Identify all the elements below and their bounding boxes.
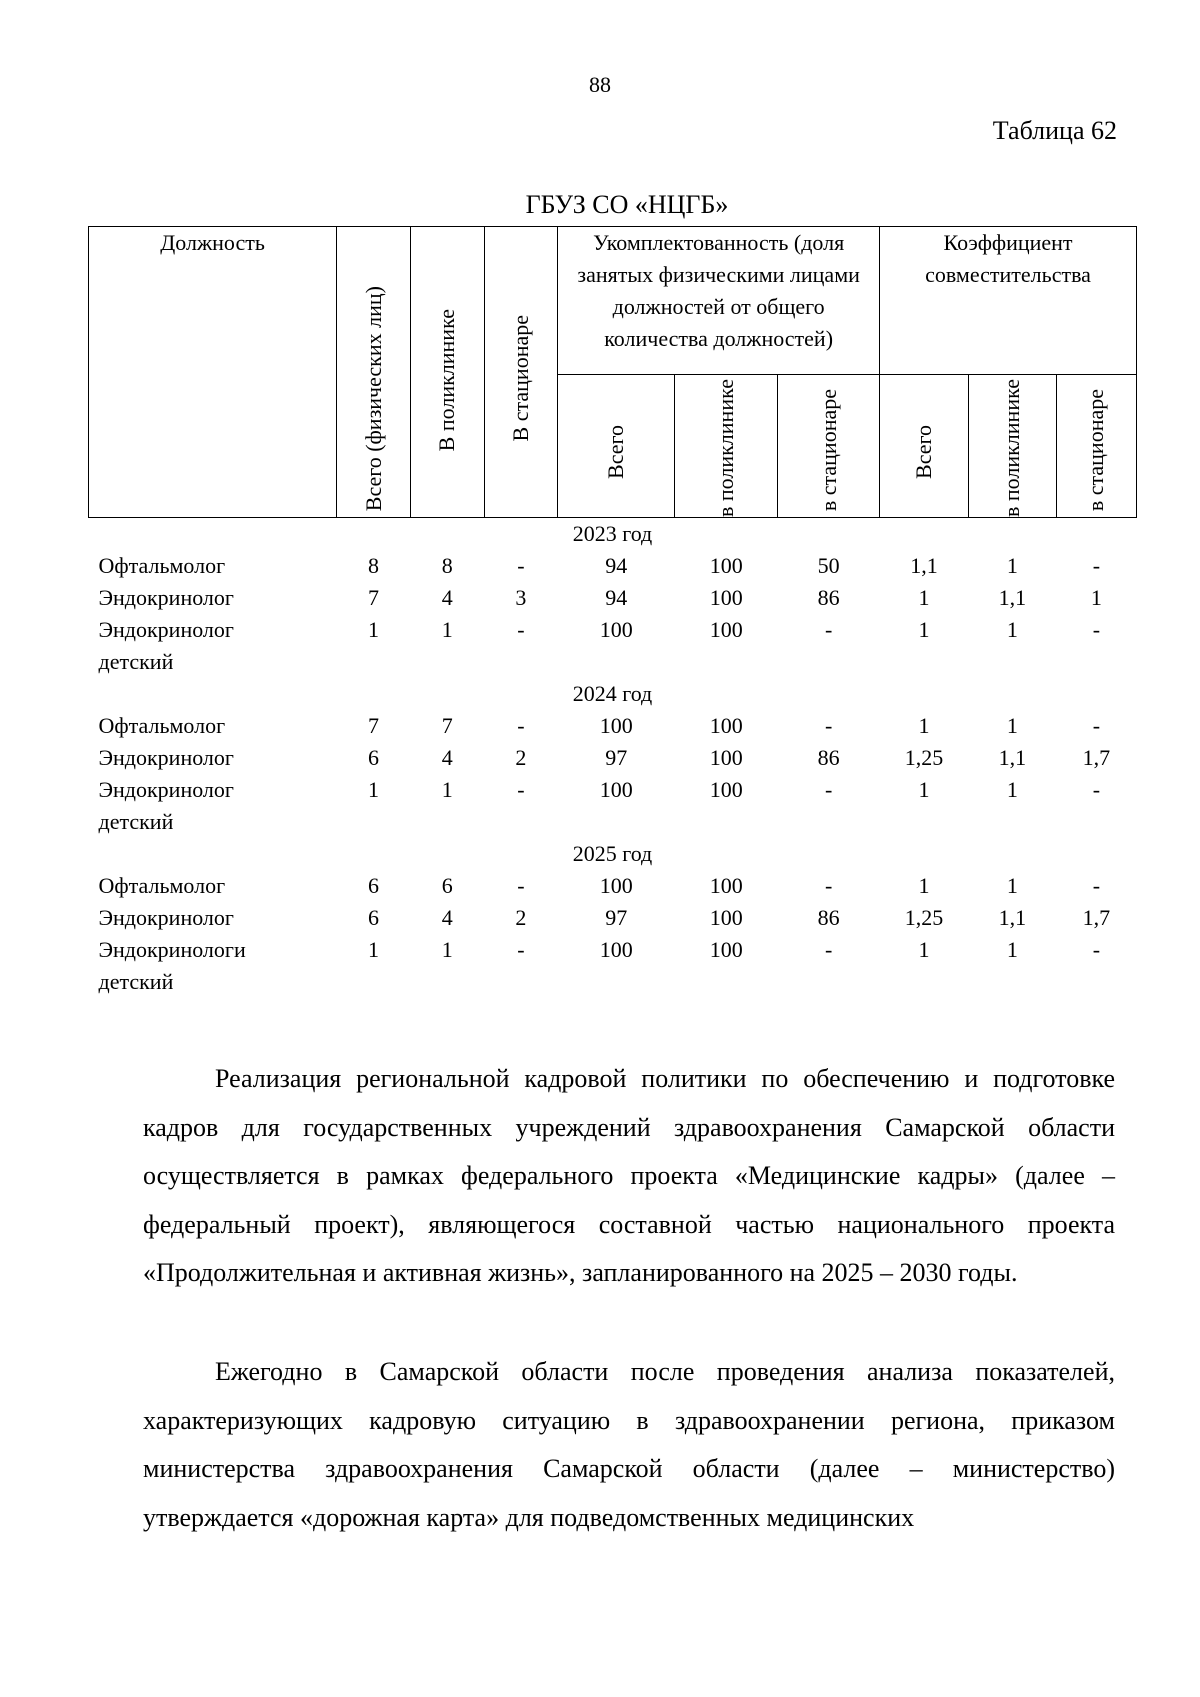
cell-coef-total: 1: [918, 617, 930, 642]
table-row: [89, 710, 1137, 742]
position-name-cont: детский: [98, 969, 174, 994]
header-staffing-hospital-label: в стационаре: [815, 388, 841, 511]
cell-position: [89, 742, 337, 774]
cell-coef-polyclinic: 1: [1006, 937, 1018, 962]
position-name-cont: детский: [98, 649, 174, 674]
position-name: Офтальмолог: [98, 713, 226, 738]
cell-coef-total: 1: [918, 873, 930, 898]
paragraph-1: Реализация региональной кадровой политики по обеспечению и подготовке кадров для государственных учреждений здравоохранения Самарской области осуществляется в рамках федерального проекта «Медицинские кадры» (далее – федеральный проект), являющегося составной частью национального проекта «Продолжительная и активная жизнь», запланированного на 2025 – 2030 годы.: [143, 1064, 1115, 1287]
cell-staffing-total: 97: [605, 905, 628, 930]
cell-position: [89, 902, 337, 934]
header-coef-group: Коэффициент совместительства: [880, 227, 1137, 375]
cell-coef-polyclinic: 1,1: [998, 585, 1027, 610]
header-total-label: Всего (физических лиц): [360, 285, 386, 511]
cell-coef-polyclinic: 1: [1006, 713, 1018, 738]
cell-hospital: -: [517, 873, 525, 898]
cell-position: [89, 582, 337, 614]
cell-coef-polyclinic: 1: [1006, 553, 1018, 578]
cell-coef-total: 1: [918, 937, 930, 962]
cell-total: 1: [368, 777, 379, 802]
header-staffing-polyclinic-label: в поликлинике: [713, 378, 739, 517]
table-row: [89, 582, 1137, 614]
cell-coef-hospital: -: [1092, 937, 1101, 962]
header-staffing-total-label: Всего: [603, 425, 629, 479]
position-name: Эндокринолог: [98, 745, 234, 770]
header-hospital: [484, 227, 558, 518]
header-polyclinic-label: В поликлинике: [434, 308, 460, 451]
cell-staffing-polyclinic: 100: [709, 873, 743, 898]
position-name: Офтальмолог: [98, 553, 226, 578]
cell-position: [89, 870, 337, 902]
cell-staffing-hospital: -: [824, 777, 833, 802]
cell-coef-polyclinic: 1: [1006, 873, 1018, 898]
cell-staffing-total: 100: [599, 937, 633, 962]
header-position: Должность: [89, 227, 337, 518]
cell-coef-hospital: -: [1092, 553, 1101, 578]
page-number: 88: [589, 72, 611, 97]
cell-staffing-total: 100: [599, 873, 633, 898]
header-coef-total-label: Всего: [911, 425, 936, 479]
year-row: [89, 518, 1137, 551]
cell-staffing-hospital: -: [824, 617, 833, 642]
cell-total: 6: [368, 873, 379, 898]
cell-polyclinic: 7: [441, 713, 453, 738]
cell-position: [89, 550, 337, 582]
header-staffing-hospital: [778, 375, 880, 518]
cell-polyclinic: 4: [441, 585, 453, 610]
cell-staffing-hospital: 50: [817, 553, 840, 578]
cell-polyclinic: 1: [441, 777, 453, 802]
year-label: 2024 год: [572, 681, 653, 706]
cell-hospital: 2: [515, 905, 527, 930]
cell-hospital: 2: [515, 745, 527, 770]
cell-coef-polyclinic: 1,1: [998, 905, 1027, 930]
cell-staffing-hospital: -: [824, 713, 833, 738]
header-staffing-total: [558, 375, 675, 518]
cell-staffing-polyclinic: 100: [709, 905, 743, 930]
cell-polyclinic: 1: [441, 937, 453, 962]
header-coef-hospital-label: в стационаре: [1083, 388, 1109, 511]
year-label: 2023 год: [572, 521, 653, 546]
header-hospital-label: В стационаре: [507, 314, 533, 441]
table-row: [89, 902, 1137, 934]
cell-staffing-polyclinic: 100: [709, 553, 743, 578]
cell-staffing-total: 100: [599, 777, 633, 802]
table-row: [89, 774, 1137, 838]
position-name-cont: детский: [98, 809, 174, 834]
table-row: [89, 550, 1137, 582]
position-name: Эндокринолог: [98, 617, 234, 642]
cell-hospital: -: [517, 617, 525, 642]
cell-staffing-hospital: 86: [817, 585, 840, 610]
cell-staffing-hospital: 86: [817, 905, 840, 930]
header-coef-polyclinic: [968, 375, 1056, 518]
cell-staffing-polyclinic: 100: [709, 777, 743, 802]
header-staffing-group: Укомплектованность (доля занятых физическими лицами должностей от общего количества должностей): [558, 227, 880, 375]
position-name: Эндокринолог: [98, 585, 234, 610]
table-row: [89, 870, 1137, 902]
header-coef-polyclinic-label: в поликлинике: [999, 378, 1025, 517]
cell-staffing-polyclinic: 100: [709, 713, 743, 738]
year-label: 2025 год: [572, 841, 653, 866]
header-coef-total: [880, 375, 969, 518]
table-header: [89, 227, 1137, 518]
cell-coef-total: 1: [918, 713, 930, 738]
header-total: [337, 227, 411, 518]
cell-staffing-total: 100: [599, 617, 633, 642]
year-row: [89, 838, 1137, 870]
cell-staffing-total: 100: [599, 713, 633, 738]
cell-coef-total: 1,25: [904, 745, 944, 770]
cell-coef-polyclinic: 1: [1006, 777, 1018, 802]
header-coef-hospital: [1056, 375, 1136, 518]
table-label: Таблица 62: [992, 116, 1117, 145]
cell-total: 8: [368, 553, 379, 578]
position-name: Эндокринолог: [98, 905, 234, 930]
cell-position: [89, 934, 337, 998]
cell-total: 1: [368, 617, 379, 642]
cell-coef-total: 1,1: [910, 553, 938, 578]
cell-coef-hospital: 1,7: [1082, 905, 1111, 930]
cell-staffing-hospital: -: [824, 873, 833, 898]
paragraph-2: Ежегодно в Самарской области после проведения анализа показателей, характеризующих кадровую ситуацию в здравоохранении региона, приказом министерства здравоохранения Самарской области (далее – министерство) утверждается «дорожная карта» для подведомственных медицинских: [143, 1357, 1115, 1532]
cell-total: 7: [368, 585, 379, 610]
cell-coef-hospital: -: [1092, 617, 1101, 642]
table-row: [89, 614, 1137, 678]
staffing-table: [88, 226, 1137, 998]
cell-hospital: -: [517, 777, 525, 802]
cell-staffing-hospital: -: [824, 937, 833, 962]
position-name: Офтальмолог: [98, 873, 226, 898]
cell-staffing-total: 94: [605, 553, 628, 578]
cell-total: 7: [368, 713, 379, 738]
cell-total: 6: [368, 745, 379, 770]
header-polyclinic: [410, 227, 484, 518]
cell-coef-hospital: -: [1092, 873, 1101, 898]
cell-polyclinic: 1: [441, 617, 453, 642]
cell-polyclinic: 6: [441, 873, 453, 898]
cell-coef-total: 1,25: [904, 905, 944, 930]
position-name: Эндокринологи: [98, 937, 246, 962]
cell-coef-total: 1: [918, 777, 930, 802]
cell-position: [89, 774, 337, 838]
cell-coef-hospital: 1,7: [1082, 745, 1111, 770]
cell-polyclinic: 4: [441, 745, 453, 770]
table-row: [89, 742, 1137, 774]
table-row: [89, 934, 1137, 998]
cell-hospital: -: [517, 553, 525, 578]
cell-staffing-total: 94: [605, 585, 628, 610]
cell-staffing-polyclinic: 100: [709, 745, 743, 770]
table-body: [89, 518, 1137, 999]
cell-total: 6: [368, 905, 379, 930]
cell-coef-total: 1: [918, 585, 930, 610]
cell-polyclinic: 8: [441, 553, 453, 578]
cell-total: 1: [368, 937, 379, 962]
cell-coef-polyclinic: 1: [1006, 617, 1018, 642]
header-staffing-polyclinic: [675, 375, 778, 518]
cell-coef-polyclinic: 1,1: [998, 745, 1027, 770]
cell-position: [89, 614, 337, 678]
cell-staffing-polyclinic: 100: [709, 617, 743, 642]
cell-coef-hospital: -: [1092, 777, 1101, 802]
year-row: [89, 678, 1137, 710]
cell-position: [89, 710, 337, 742]
cell-hospital: -: [517, 713, 525, 738]
cell-coef-hospital: 1: [1090, 585, 1102, 610]
cell-coef-hospital: -: [1092, 713, 1101, 738]
cell-hospital: 3: [515, 585, 527, 610]
cell-staffing-polyclinic: 100: [709, 585, 743, 610]
cell-staffing-polyclinic: 100: [709, 937, 743, 962]
cell-staffing-total: 97: [605, 745, 628, 770]
position-name: Эндокринолог: [98, 777, 234, 802]
cell-staffing-hospital: 86: [817, 745, 840, 770]
table-caption: ГБУЗ СО «НЦГБ»: [525, 190, 729, 219]
cell-hospital: -: [517, 937, 525, 962]
cell-polyclinic: 4: [441, 905, 453, 930]
